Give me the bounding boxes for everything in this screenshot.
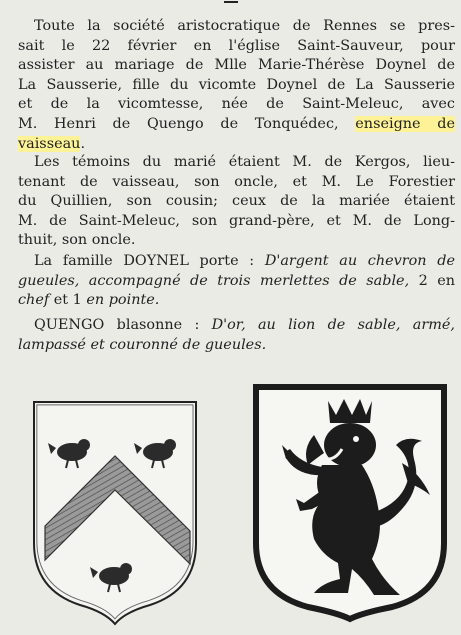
text-line: du Quillien, son cousin; ceux de la mariée étaient bbox=[18, 193, 455, 210]
cut-off-text bbox=[6, 624, 455, 635]
text-line: La Sausserie, fille du vicomte Doynel de La Sausserie bbox=[18, 76, 455, 93]
text-line: sait le 22 février en l'église Saint-Sauveur, pour bbox=[18, 37, 455, 54]
text-line: assister au mariage de Mlle Marie-Thérèse Doynel de bbox=[18, 57, 455, 74]
text-line: Toute la société aristocratique de Rennes se pres- bbox=[34, 18, 455, 34]
text-line bbox=[18, 135, 455, 155]
blazon-text: chef bbox=[18, 292, 50, 309]
text-line: thuit, son oncle. bbox=[18, 232, 136, 249]
blazon-text: gueules, accompagné de trois merlettes de sable, bbox=[18, 272, 410, 289]
text-fragment: La famille DOYNEL porte : bbox=[34, 253, 255, 269]
lion-eye bbox=[353, 436, 359, 442]
paragraph-quengo-arms bbox=[18, 316, 455, 355]
highlighted-text: vaisseau bbox=[18, 135, 81, 152]
text-line bbox=[18, 272, 455, 292]
quengo-coat-of-arms bbox=[252, 383, 448, 623]
text-fragment: QUENGO blasonne : bbox=[34, 317, 200, 333]
paragraph-witnesses bbox=[18, 153, 455, 251]
paragraph-wedding bbox=[18, 17, 455, 154]
blazon-text: en pointe. bbox=[86, 292, 160, 309]
text-fragment: et 1 bbox=[53, 292, 82, 309]
text-line: M. de Saint-Meleuc, son grand-père, et M. de Long- bbox=[18, 212, 455, 229]
blazon-text: D'or, au lion de sable, armé, bbox=[211, 317, 456, 333]
text-line bbox=[18, 291, 455, 311]
text-line bbox=[18, 252, 455, 272]
text-line bbox=[18, 115, 455, 135]
text-line bbox=[18, 316, 455, 336]
text-line bbox=[18, 336, 455, 356]
paragraph-doynel-arms bbox=[18, 252, 455, 311]
blazon-text: lampassé et couronné de gueules. bbox=[18, 336, 267, 353]
text-fragment: 2 en bbox=[418, 272, 456, 289]
top-rule bbox=[224, 1, 238, 3]
text-line: et de la vicomtesse, née de Saint-Meleuc, avec bbox=[18, 96, 455, 113]
text-line: Les témoins du marié étaient M. de Kergos, lieu- bbox=[34, 154, 455, 170]
text-fragment: . bbox=[80, 135, 86, 152]
text-line: tenant de vaisseau, son oncle, et M. Le Forestier bbox=[18, 173, 455, 190]
highlighted-text: enseigne de bbox=[355, 115, 455, 132]
blazon-text: D'argent au chevron de bbox=[264, 253, 455, 269]
doynel-coat-of-arms bbox=[30, 398, 200, 628]
text-fragment: M. Henri de Quengo de Tonquédec, bbox=[18, 115, 339, 132]
